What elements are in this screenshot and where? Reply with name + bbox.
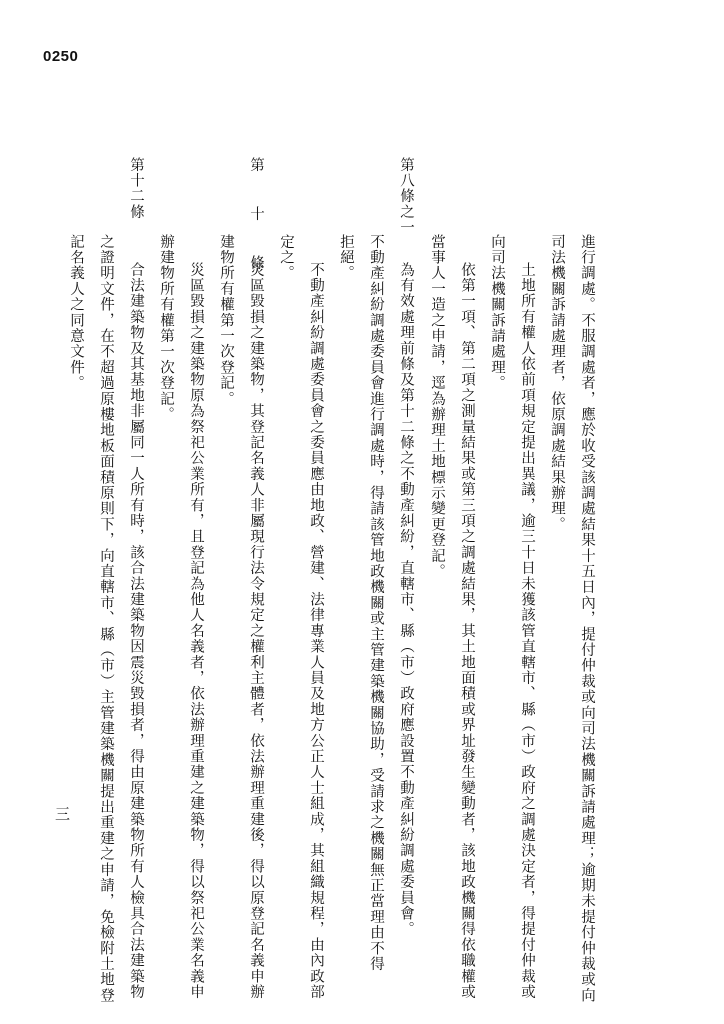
text-line: 拒絕。 bbox=[338, 234, 354, 282]
text-line: 建物所有權第一次登記。 bbox=[218, 234, 234, 407]
text-line: 不動產糾紛調處委員會進行調處時，得請該管地政機關或主管建築機關協助，受請求之機關無正當理由不得 bbox=[368, 234, 384, 972]
text-line: 辦建物所有權第一次登記。 bbox=[158, 234, 174, 423]
text-line: 災區毀損之建築物原為祭祀公業所有，且登記為他人名義者，依法辦理重建之建築物，得以祭祀公業名義申 bbox=[188, 262, 204, 1000]
text-line: 土地所有權人依前項規定提出異議，逾三十日未獲該管直轄市、縣（市）政府之調處決定者，得提付仲裁或 bbox=[519, 262, 535, 1000]
text-line: 向司法機關訴請處理。 bbox=[489, 234, 505, 391]
page-number: 三 bbox=[53, 806, 71, 821]
text-line: 進行調處。不服調處者，應於收受該調處結果十五日內，提付仲裁或向司法機關訴請處理；逾期未提付仲裁或向 bbox=[579, 234, 595, 1004]
text-line: 依第一項、第二項之測量結果或第三項之調處結果，其土地面積或界址發生變動者，該地政機關得依職權或 bbox=[459, 262, 475, 1000]
text-line: 定之。 bbox=[278, 234, 294, 282]
article-heading: 第 十 條 bbox=[248, 157, 264, 280]
text-line: 之證明文件，在不超過原樓地板面積原則下，向直轄市、縣（市）主管建築機關提出重建之申請，免檢附土地登 bbox=[98, 234, 114, 1004]
text-line: 不動產糾紛調處委員會之委員應由地政、營建、法律專業人員及地方公正人士組成，其組織規程，由內政部 bbox=[308, 262, 324, 1000]
text-line: 記名義人之同意文件。 bbox=[68, 234, 84, 391]
article-heading: 第八條之一 bbox=[398, 157, 414, 236]
text-line: 為有效處理前條及第十二條之不動產糾紛，直轄市、縣（市）政府應設置不動產糾紛調處委員會。 bbox=[398, 262, 414, 938]
page-id: 0250 bbox=[43, 48, 79, 65]
text-line: 災區毀損之建築物，其登記名義人非屬現行法令規定之權利主體者，依法辦理重建後，得以原登記名義申辦 bbox=[248, 262, 264, 1000]
text-line: 合法建築物及其基地非屬同一人所有時，該合法建築物因震災毀損者，得由原建築物所有人檢具合法建築物 bbox=[128, 262, 144, 1000]
text-line: 司法機關訴請處理者，依原調處結果辦理。 bbox=[549, 234, 565, 533]
article-heading: 第十二條 bbox=[128, 157, 144, 220]
text-line: 當事人一造之申請，逕為辦理土地標示變更登記。 bbox=[429, 234, 445, 580]
